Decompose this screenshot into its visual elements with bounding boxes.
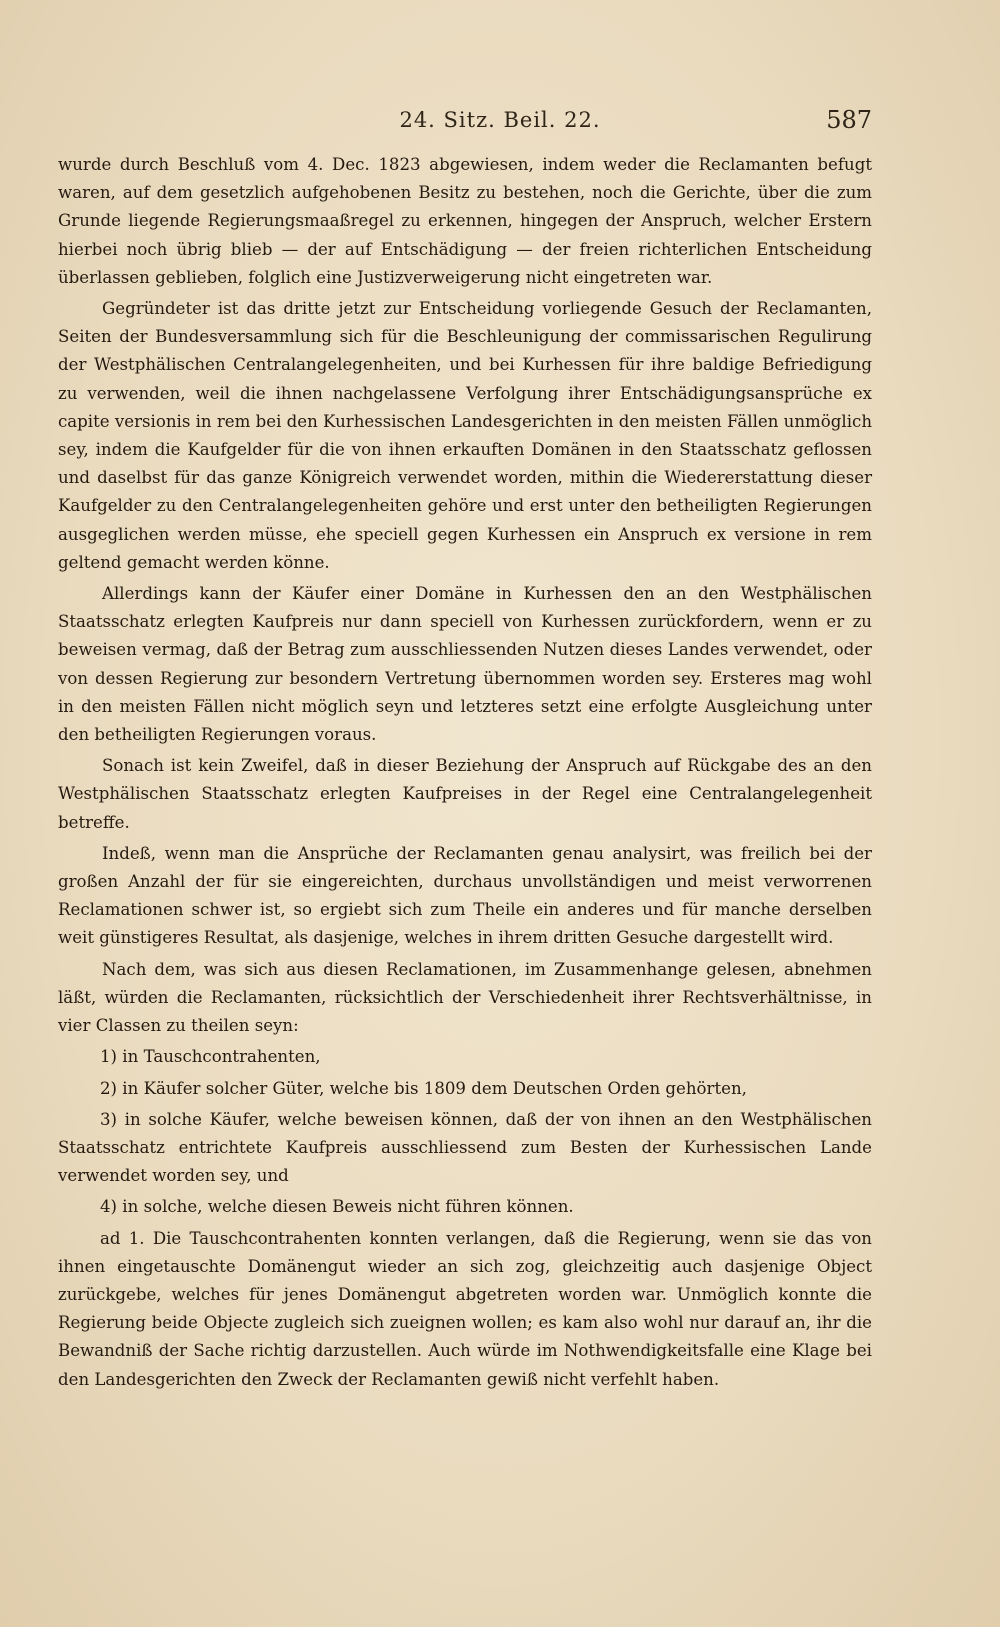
running-title: 24. Sitz. Beil. 22.: [399, 108, 601, 132]
list-item: 4) in solche, welche diesen Beweis nicht führen können.: [100, 1197, 574, 1217]
paragraph-4: Sonach ist kein Zweifel, daß in dieser Beziehung der Anspruch auf Rückgabe des an den Westphälischen Staatsschatz erlegten Kaufpreises in der Regel eine Centralangelegenheit betreffe.: [58, 756, 872, 832]
ad-1-text: Die Tauschcontrahenten konnten verlangen, daß die Regierung, wenn sie das von ihnen eingetauschte Domänengut wieder an sich zog, gleichzeitig auch dasjenige Object zurückgebe, welches für jenes Domänengut abgetreten worden war. Unmöglich konnte die Regierung beide Objecte zugleich sich zueignen wollen; es kam also wohl nur darauf an, ihr die Bewandniß der Sache richtig darzustellen. Auch würde im Nothwendigkeitsfalle eine Klage bei den Landesgerichten den Zweck der Reclamanten gewiß nicht verfehlt haben.: [58, 1228, 872, 1389]
paragraph-3: Allerdings kann der Käufer einer Domäne in Kurhessen den an den Westphälischen Staatsschatz erlegten Kaufpreis nur dann speciell von Kurhessen zurückfordern, wenn er zu beweisen vermag, daß der Betrag zum ausschliessenden Nutzen dieses Landes verwendet, oder von dessen Regierung zur besondern Vertretung übernommen worden sey. Ersteres mag wohl in den meisten Fällen nicht möglich seyn und letzteres setzt eine erfolgte Ausgleichung unter den betheiligten Regierungen voraus.: [58, 584, 872, 745]
page-number: 587: [826, 106, 872, 134]
paragraph-6: Nach dem, was sich aus diesen Reclamationen, im Zusammenhange gelesen, abnehmen läßt, würden die Reclamanten, rücksichtlich der Verschiedenheit ihrer Rechtsverhältnisse, in vier Classen zu theilen seyn:: [58, 959, 872, 1036]
paragraph-1: wurde durch Beschluß vom 4. Dec. 1823 abgewiesen, indem weder die Reclamanten befugt waren, auf dem gesetzlich aufgehobenen Besitz zu bestehen, noch die Gerichte, über die zum Grunde liegende Regierungsmaaßregel zu erkennen, hingegen der Anspruch, welcher Erstern hierbei noch übrig blieb — der auf Entschädigung — der freien richterlichen Entscheidung überlassen geblieben, folglich eine Justizverweigerung nicht eingetreten war.: [58, 155, 872, 287]
ad-1-label: ad 1.: [100, 1228, 145, 1248]
paragraph-2: Gegründeter ist das dritte jetzt zur Entscheidung vorliegende Gesuch der Reclamanten, Seiten der Bundesversammlung sich für die Beschleunigung der commissarischen Regulirung der Westphälischen Centralangelegenheiten, und bei Kurhessen für ihre baldige Befriedigung zu verwenden, weil die ihnen nachgelassene Verfolgung ihrer Entschädigungsansprüche ex capite versionis in rem bei den Kurhessischen Landesgerichten in den meisten Fällen unmöglich sey, indem die Kaufgelder für die von ihnen erkauften Domänen in den Staatsschatz geflossen und daselbst für das ganze Königreich verwendet worden, mithin die Wiedererstattung dieser Kaufgelder zu den Centralangelegenheiten gehöre und erst unter den betheiligten Regierungen ausgeglichen werden müsse, ehe speciell gegen Kurhessen ein Anspruch ex versione in rem geltend gemacht werden könne.: [58, 299, 873, 572]
page-header: [0, 108, 1000, 144]
ad-1-paragraph: [58, 1225, 872, 1394]
list-item: 3) in solche Käufer, welche beweisen können, daß der von ihnen an den Westphälischen Staatsschatz entrichtete Kaufpreis ausschliessend zum Besten der Kurhessischen Lande verwendet worden sey, und: [58, 1109, 872, 1186]
paragraph-5: Indeß, wenn man die Ansprüche der Reclamanten genau analysirt, was freilich bei der großen Anzahl der für sie eingereichten, durchaus unvollständigen und meist verworrenen Reclamationen schwer ist, so ergiebt sich zum Theile ein anderes und für manche derselben weit günstigeres Resultat, als dasjenige, welches in ihrem dritten Gesuche dargestellt wird.: [58, 843, 872, 948]
main-text: [58, 151, 872, 1397]
list-item: 1) in Tauschcontrahenten,: [100, 1047, 321, 1067]
list-item: 2) in Käufer solcher Güter, welche bis 1809 dem Deutschen Orden gehörten,: [100, 1078, 747, 1098]
